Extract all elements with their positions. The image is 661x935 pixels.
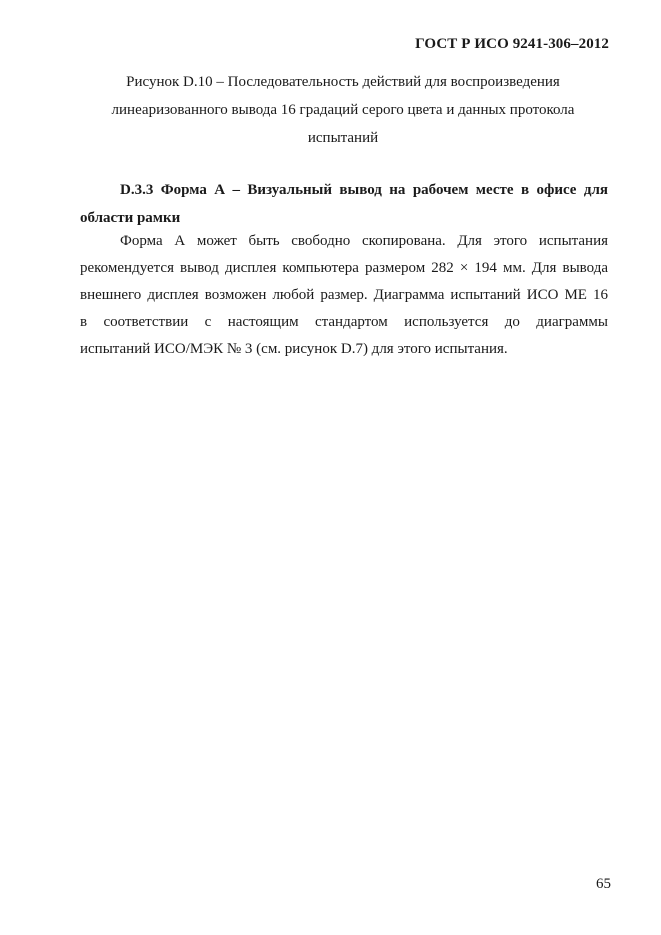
body-paragraph bbox=[80, 228, 608, 363]
section-heading-line: D.3.3 Форма А – Визуальный вывод на рабочем месте в офисе для bbox=[120, 182, 608, 198]
body-line: внешнего дисплея возможен любой размер. Диаграмма испытаний ИСО МЕ 16 bbox=[80, 287, 608, 303]
page-number: 65 bbox=[596, 876, 611, 892]
body-line: рекомендуется вывод дисплея компьютера размером 282 × 194 мм. Для вывода bbox=[80, 260, 608, 276]
figure-caption-line: линеаризованного вывода 16 градаций серого цвета и данных протокола bbox=[111, 102, 575, 118]
body-line: Форма А может быть свободно скопирована. Для этого испытания bbox=[120, 233, 608, 249]
figure-caption bbox=[70, 68, 616, 152]
body-line: в соответствии с настоящим стандартом используется до диаграммы bbox=[80, 314, 608, 330]
figure-caption-line: Рисунок D.10 – Последовательность действий для воспроизведения bbox=[126, 74, 560, 90]
figure-caption-line: испытаний bbox=[307, 130, 379, 146]
standard-code: ГОСТ Р ИСО 9241-306–2012 bbox=[415, 36, 609, 52]
section-heading bbox=[80, 176, 608, 232]
section-heading-line: области рамки bbox=[80, 210, 181, 226]
body-line: испытаний ИСО/МЭК № 3 (см. рисунок D.7) для этого испытания. bbox=[80, 341, 508, 357]
